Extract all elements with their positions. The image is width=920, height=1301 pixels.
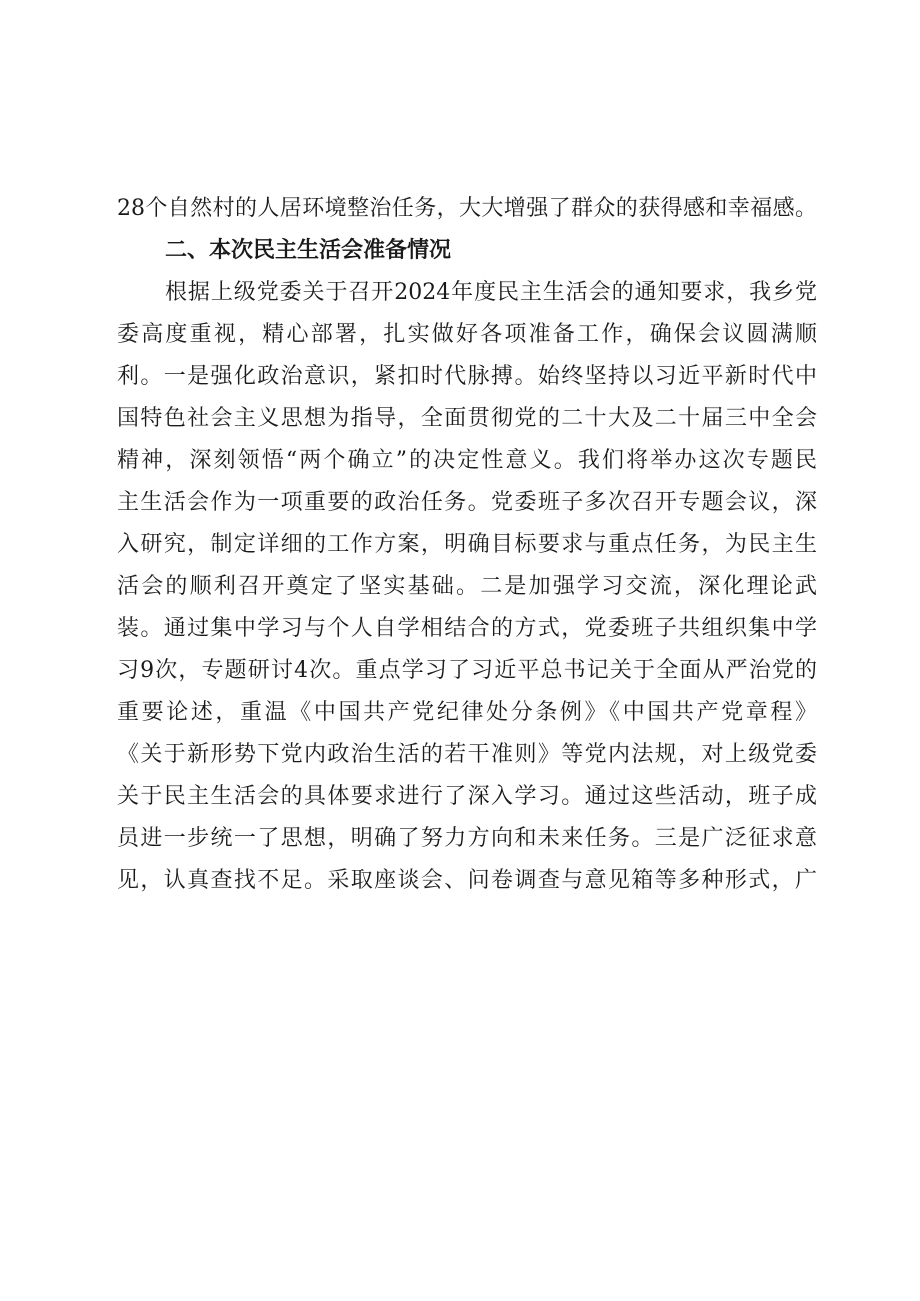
paragraph-line: 利。一是强化政治意识，紧扣时代脉搏。始终坚持以习近平新时代中 bbox=[117, 364, 817, 389]
paragraph-line: 《关于新形势下党内政治生活的若干准则》等党内法规，对上级党委 bbox=[117, 742, 817, 767]
paragraph-line: 主生活会作为一项重要的政治任务。党委班子多次召开专题会议，深 bbox=[117, 490, 817, 515]
document-body bbox=[117, 188, 817, 902]
section-heading: 二、本次民主生活会准备情况 bbox=[165, 238, 452, 263]
paragraph-line: 装。通过集中学习与个人自学相结合的方式，党委班子共组织集中学 bbox=[117, 616, 817, 641]
paragraph-line: 员进一步统一了思想，明确了努力方向和未来任务。三是广泛征求意 bbox=[117, 826, 817, 851]
paragraph-line: 根据上级党委关于召开2024年度民主生活会的通知要求，我乡党 bbox=[165, 280, 817, 305]
paragraph-line: 习9次，专题研讨4次。重点学习了习近平总书记关于全面从严治党的 bbox=[117, 658, 817, 683]
paragraph-line: 入研究，制定详细的工作方案，明确目标要求与重点任务，为民主生 bbox=[117, 532, 817, 557]
paragraph-line: 见，认真查找不足。采取座谈会、问卷调查与意见箱等多种形式，广 bbox=[117, 868, 817, 893]
paragraph-line: 国特色社会主义思想为指导，全面贯彻党的二十大及二十届三中全会 bbox=[117, 406, 817, 431]
paragraph-line: 活会的顺利召开奠定了坚实基础。二是加强学习交流，深化理论武 bbox=[117, 574, 817, 599]
paragraph-line: 重要论述，重温《中国共产党纪律处分条例》《中国共产党章程》 bbox=[117, 700, 817, 725]
paragraph-line: 28个自然村的人居环境整治任务，大大增强了群众的获得感和幸福感。 bbox=[117, 196, 817, 221]
paragraph-line: 关于民主生活会的具体要求进行了深入学习。通过这些活动，班子成 bbox=[117, 784, 817, 809]
paragraph-line: 精神，深刻领悟“两个确立”的决定性意义。我们将举办这次专题民 bbox=[117, 448, 817, 473]
paragraph-line: 委高度重视，精心部署，扎实做好各项准备工作，确保会议圆满顺 bbox=[117, 322, 817, 347]
